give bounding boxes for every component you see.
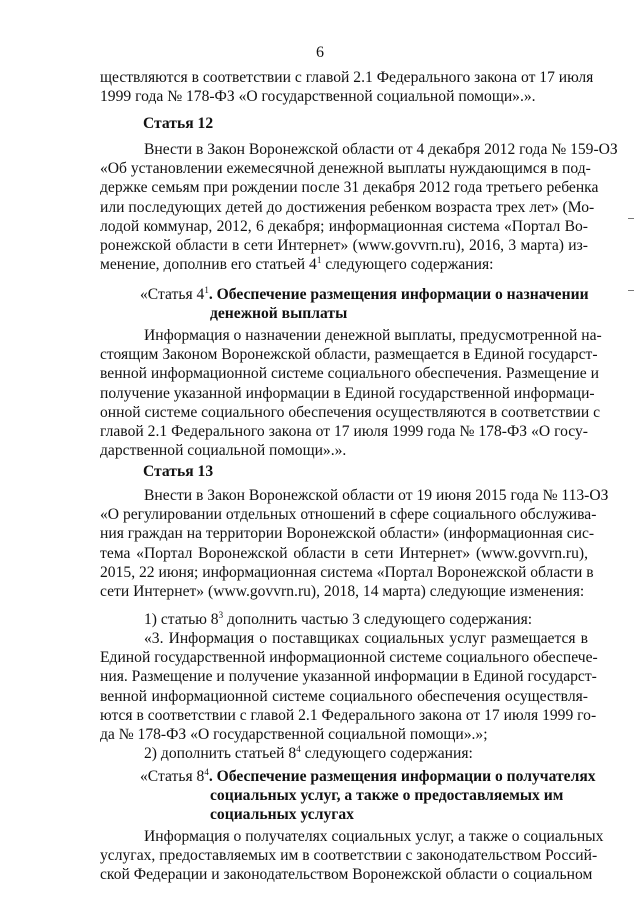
heading-line: [140, 286, 589, 303]
text-line: ской Федерации и законодательством Воронежской области о социальном: [100, 866, 593, 884]
text-line: «3. Информация о поставщиках социальных услуг размещается в: [144, 630, 588, 647]
text-line: Информация о получателях социальных услуг, а также о социальных: [144, 828, 604, 845]
margin-mark: [628, 218, 634, 219]
superscript: 4: [204, 767, 209, 777]
heading-title: . Обеспечение размещения информации о назначении: [208, 286, 589, 303]
text-line: да № 178-ФЗ «О государственной социальной помощи».»;: [100, 726, 488, 744]
text-line: сети Интернет» (www.govvrn.ru), 2018, 14 марта) следующие изменения:: [100, 583, 585, 601]
heading-line: денежной выплаты: [210, 305, 348, 323]
page-number: 6: [316, 44, 324, 61]
superscript: 1: [316, 255, 322, 266]
text-line: дарственной социальной помощи».».: [100, 442, 347, 460]
text-line: ществляются в соответствии с главой 2.1 Федерального закона от 17 июля: [100, 69, 594, 86]
text-line: главой 2.1 Федерального закона от 17 июля 1999 года № 178-ФЗ «О госу-: [100, 423, 588, 441]
text-line: получение указанной информации в Единой государственной информаци-: [100, 384, 595, 402]
text-line: [100, 610, 588, 629]
margin-mark: [628, 290, 634, 291]
superscript: 1: [204, 285, 209, 295]
heading-prefix: «Статья 8: [140, 768, 205, 785]
text-line: [100, 744, 588, 763]
article-8-4-paragraph: [100, 827, 604, 885]
text-line: Единой государственной информационной системе социального обеспече-: [100, 649, 598, 667]
text-line: лодой коммунар, 2012, 6 декабря; информационная система «Портал Во-: [100, 217, 588, 235]
paragraph-continuation: [100, 68, 594, 106]
text-fragment: дополнить частью 3 следующего содержания:: [223, 611, 533, 628]
list-item-2: [100, 744, 588, 763]
text-fragment: 1) статью 8: [144, 611, 219, 628]
article-12-paragraph: [100, 140, 618, 274]
text-fragment: следующего содержания:: [321, 256, 494, 274]
article-12-title: Статья 12: [143, 115, 214, 132]
list-item-1: [100, 610, 588, 629]
heading-prefix: «Статья 4: [140, 286, 205, 303]
text-line: держке семьям при рождении после 31 декабря 2012 года третьего ребенка: [100, 179, 599, 197]
article-8-4-heading: [140, 767, 596, 825]
text-line: венной информационной системе социального обеспечения осуществля-: [100, 687, 588, 705]
text-line: [100, 255, 588, 274]
text-line: ния граждан на территории Воронежской области» (информационная сис-: [100, 525, 595, 543]
text-line: 1999 года № 178-ФЗ «О государственной социальной помощи».».: [100, 88, 536, 106]
heading-title: . Обеспечение размещения информации о получателях: [208, 768, 596, 785]
text-line: или последующих детей до достижения ребенком возраста трех лет» (Мо-: [100, 198, 595, 216]
heading-line: [140, 768, 596, 785]
text-line: тема «Портал Воронежской области в сети Интернет» (www.govvrn.ru),: [100, 544, 588, 562]
text-line: 2015, 22 июня; информационная система «Портал Воронежской области в: [100, 563, 594, 581]
superscript: 3: [218, 610, 224, 620]
text-fragment: менение, дополнив его статьей 4: [100, 256, 317, 274]
article-13-paragraph: [100, 486, 609, 601]
text-fragment: 2) дополнить статьей 8: [144, 745, 297, 762]
text-line: Внести в Закон Воронежской области от 4 декабря 2012 года № 159-ОЗ: [144, 141, 618, 158]
text-line: онной системе социального обеспечения осуществляются в соответствии с: [100, 403, 600, 421]
text-line: Внести в Закон Воронежской области от 19 июня 2015 года № 113-ОЗ: [144, 487, 609, 504]
text-line: «О регулировании отдельных отношений в сфере социального обслужива-: [100, 506, 597, 524]
text-line: ния. Размещение и получение указанной информации в Единой государст-: [100, 668, 597, 686]
article-4-1-paragraph: [100, 326, 602, 460]
text-line: услугах, предоставляемых им в соответствии с законодательством Россий-: [100, 847, 598, 865]
article-13-title: Статья 13: [143, 463, 214, 480]
part-3-paragraph: [100, 629, 598, 744]
superscript: 4: [296, 744, 301, 754]
text-fragment: следующего содержания:: [300, 745, 473, 762]
text-line: «Об установлении ежемесячной денежной выплаты нуждающимся в под-: [100, 160, 591, 178]
text-line: ронежской области в сети Интернет» (www.govvrn.ru), 2016, 3 марта) из-: [100, 237, 588, 255]
text-line: ются в соответствии с главой 2.1 Федерального закона от 17 июля 1999 го-: [100, 706, 597, 724]
text-line: Информация о назначении денежной выплаты, предусмотренной на-: [144, 327, 602, 344]
text-line: стоящим Законом Воронежской области, размещается в Единой государст-: [100, 346, 598, 364]
article-4-1-heading: [140, 285, 590, 323]
text-line: венной информационной системе социального обеспечения. Размещение и: [100, 365, 599, 383]
heading-line: социальных услугах: [210, 806, 354, 824]
heading-line: социальных услуг, а также о предоставляемых им: [210, 787, 564, 805]
